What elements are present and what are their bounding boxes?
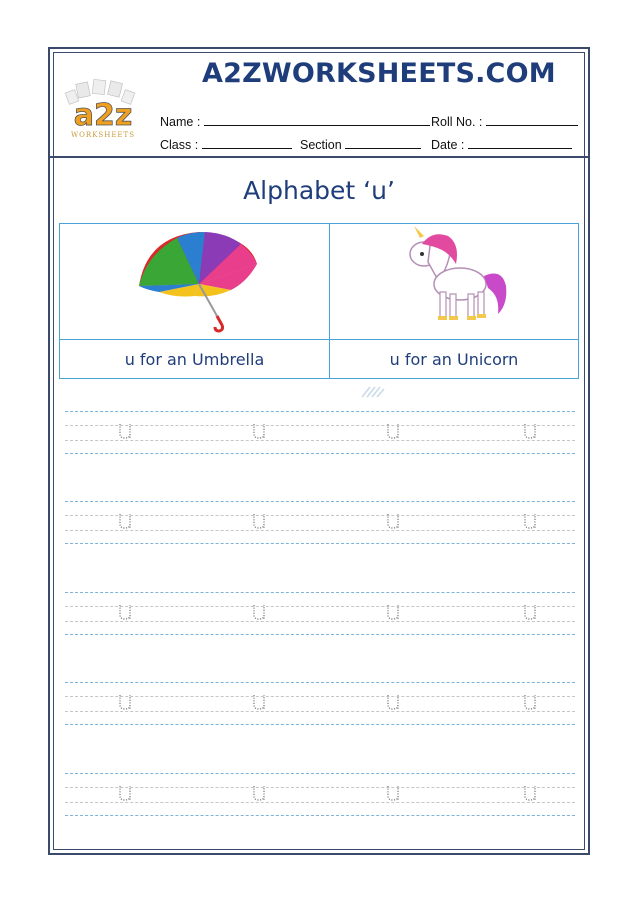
guide-line — [65, 515, 575, 516]
traced-letter-u[interactable] — [522, 693, 538, 711]
tracing-row[interactable] — [65, 592, 575, 638]
umbrella-cell — [60, 224, 330, 340]
section-label: Section — [300, 138, 342, 152]
guide-line — [65, 815, 575, 816]
name-label: Name : — [160, 115, 201, 129]
guide-line — [65, 696, 575, 697]
worksheet-title: Alphabet ‘u’ — [243, 176, 395, 205]
class-label: Class : — [160, 138, 199, 152]
name-line[interactable] — [204, 113, 430, 126]
traced-letter-u[interactable] — [385, 512, 401, 530]
traced-letter-u[interactable] — [522, 422, 538, 440]
guide-line — [65, 425, 575, 426]
guide-line — [65, 787, 575, 788]
traced-letter-u[interactable] — [117, 422, 133, 440]
guide-line — [65, 543, 575, 544]
umbrella-caption: u for an Umbrella — [60, 340, 330, 379]
logo-text: a2z — [73, 98, 133, 133]
guide-line — [65, 634, 575, 635]
tracing-row[interactable] — [65, 773, 575, 819]
traced-letter-u[interactable] — [251, 512, 267, 530]
guide-line — [65, 724, 575, 725]
section-field — [300, 136, 421, 152]
guide-line — [65, 711, 575, 712]
umbrella-image — [129, 224, 259, 334]
traced-letter-u[interactable] — [385, 603, 401, 621]
watermark-icon — [360, 383, 386, 399]
traced-letter-u[interactable] — [522, 603, 538, 621]
a2z-logo — [63, 79, 143, 141]
guide-line — [65, 621, 575, 622]
traced-letter-u[interactable] — [385, 693, 401, 711]
guide-line — [65, 802, 575, 803]
worksheet-frame — [48, 47, 590, 855]
traced-letter-u[interactable] — [117, 512, 133, 530]
site-name: A2ZWORKSHEETS.COM — [202, 58, 556, 89]
guide-line — [65, 440, 575, 441]
traced-letter-u[interactable] — [117, 693, 133, 711]
guide-line — [65, 773, 575, 774]
guide-line — [65, 606, 575, 607]
class-field — [160, 136, 292, 152]
traced-letter-u[interactable] — [251, 693, 267, 711]
date-field — [431, 136, 572, 152]
unicorn-cell — [329, 224, 578, 340]
guide-line — [65, 530, 575, 531]
traced-letter-u[interactable] — [117, 784, 133, 802]
guide-line — [65, 501, 575, 502]
date-label: Date : — [431, 138, 465, 152]
unicorn-caption: u for an Unicorn — [329, 340, 578, 379]
guide-line — [65, 682, 575, 683]
traced-letter-u[interactable] — [385, 784, 401, 802]
section-line[interactable] — [345, 136, 421, 149]
tracing-row[interactable] — [65, 682, 575, 728]
traced-letter-u[interactable] — [522, 784, 538, 802]
class-line[interactable] — [202, 136, 292, 149]
picture-table — [59, 223, 579, 379]
date-line[interactable] — [468, 136, 572, 149]
guide-line — [65, 453, 575, 454]
traced-letter-u[interactable] — [117, 603, 133, 621]
tracing-row[interactable] — [65, 411, 575, 457]
traced-letter-u[interactable] — [251, 422, 267, 440]
unicorn-image — [394, 224, 514, 334]
tracing-row[interactable] — [65, 501, 575, 547]
roll-line[interactable] — [486, 113, 578, 126]
roll-field — [431, 113, 578, 129]
guide-line — [65, 592, 575, 593]
name-field — [160, 113, 430, 129]
traced-letter-u[interactable] — [385, 422, 401, 440]
guide-line — [65, 411, 575, 412]
traced-letter-u[interactable] — [522, 512, 538, 530]
worksheet-header — [50, 49, 588, 158]
logo-subtext: WORKSHEETS — [70, 131, 136, 139]
traced-letter-u[interactable] — [251, 784, 267, 802]
traced-letter-u[interactable] — [251, 603, 267, 621]
roll-label: Roll No. : — [431, 115, 483, 129]
